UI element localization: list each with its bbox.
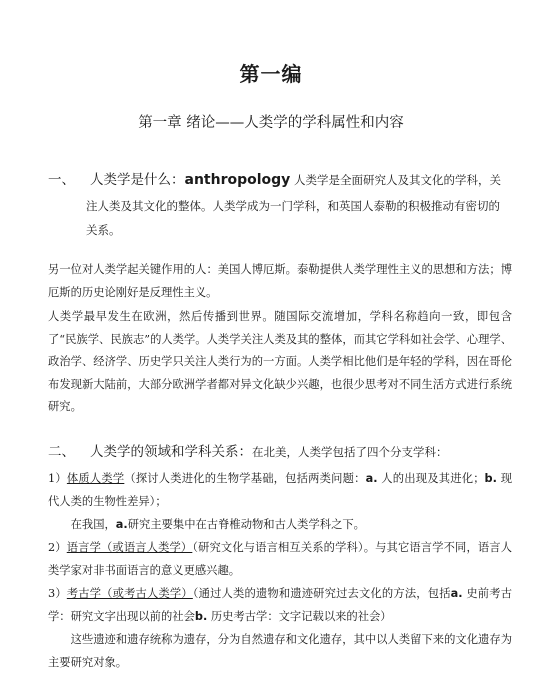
item-2-text: （研究文化与语言相互关系的学科）。与其它语言学不同，语言人类学家对非书面语言的意义更感兴趣。 — [48, 541, 512, 577]
item-1-text-a: （探讨人类进化的生物学基础，包括两类问题： — [124, 472, 366, 485]
section-1-number: 一、 — [48, 172, 75, 188]
item-2-number: 2） — [48, 541, 67, 554]
section-1-title: 人类学是什么： — [90, 172, 185, 188]
paragraph-boas: 另一位对人类学起关键作用的人：美国人博厄斯。泰勒提供人类学理性主义的思想和方法；博厄斯的历史论刚好是反理性主义。 — [48, 263, 512, 299]
section-2-body: 在北美，人类学包括了四个分支学科： — [252, 445, 448, 459]
part-title: 第一编 — [239, 62, 303, 86]
section-1-body-start: 人类学是全面研究人及其文化的学科，关 — [290, 173, 501, 187]
item-2-term: 语言学（或语言人类学） — [66, 541, 193, 554]
item-3-term: 考古学（或考古人类学） — [66, 587, 193, 600]
item-3-marker-a: a. — [450, 587, 463, 600]
item-3-marker-b: b. — [194, 609, 208, 623]
item-1-note-text-b: 研究主要集中在古脊椎动物和古人类学科之下。 — [127, 518, 365, 531]
section-1-body-continued: 注人类及其文化的整体。人类学成为一门学科，和英国人泰勒的积极推动有密切的关系。 — [86, 199, 500, 237]
section-1-heading — [48, 168, 506, 193]
list-item-1-note — [48, 514, 512, 537]
item-1-number: 1） — [48, 472, 67, 485]
item-1-marker-b: b. — [484, 472, 497, 485]
section-2-title: 人类学的领域和学科关系： — [90, 444, 252, 460]
chapter-title: 第一章 绪论——人类学的学科属性和内容 — [138, 115, 404, 131]
item-1-text-c: 现代人类的生物性差异）； — [48, 472, 512, 508]
item-1-marker-a: a. — [365, 472, 378, 485]
item-1-note-text-a: 在我国， — [70, 518, 116, 531]
paragraph-history: 人类学最早发生在欧洲，然后传播到世界。随国际交流增加，学科名称趋向一致，即包含了“民族学、民族志”的人类学。人类学关注人类及其的整体，而其它学科如社会学、心理学、政治学、经济学、历史学只关注人类行为的一方面。人类学相比他们是年轻的学科，因在哥伦布发现新大陆前，大部分欧洲学者都对异文化缺少兴趣，也很少思考对不同生活方式进行系统研究。 — [48, 310, 512, 413]
item-3-text-c: 历史考古学：文字记载以来的社会） — [207, 609, 392, 623]
item-1-term: 体质人类学 — [66, 472, 125, 485]
section-2-number: 二、 — [48, 444, 75, 460]
item-1-text-b: 人的出现及其进化； — [377, 472, 485, 485]
item-3-text-b: 史前考古学：研究文字出现以前的社会 — [48, 587, 512, 623]
list-item-archaeology — [48, 583, 512, 628]
section-2-heading — [48, 440, 506, 465]
list-item-linguistics — [48, 537, 512, 582]
list-item-physical-anthropology — [48, 468, 512, 513]
item-3-text-a: （通过人类的遗物和遗迹研究过去文化的方法，包括 — [192, 587, 451, 600]
section-1-english-term: anthropology — [184, 172, 291, 188]
item-1-note-marker-a: a. — [115, 518, 128, 531]
item-3-number: 3） — [48, 587, 67, 600]
paragraph-remains: 这些遗迹和遗存统称为遗存，分为自然遗存和文化遗存，其中以人类留下来的文化遗存为主要研究对象。 — [48, 633, 512, 669]
